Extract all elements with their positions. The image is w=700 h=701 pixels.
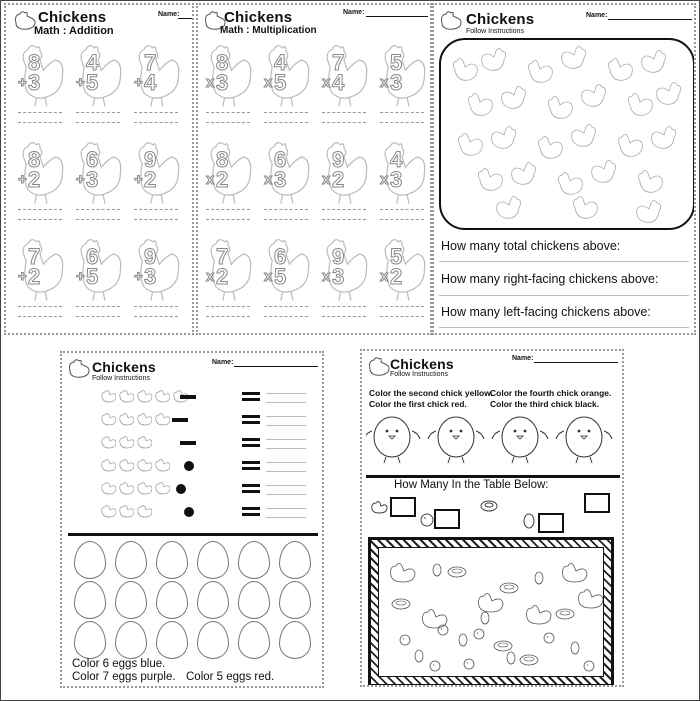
equals-sign (242, 467, 260, 470)
answer-line[interactable] (266, 471, 306, 472)
instruction-third-chick: Color the third chick black. (490, 399, 600, 409)
small-chicken-icon (136, 389, 152, 403)
small-chicken-icon (136, 504, 152, 518)
answer-line[interactable] (380, 306, 424, 307)
small-chicken-icon (136, 481, 152, 495)
small-chicken-icon (100, 389, 116, 403)
answer-line (439, 327, 689, 328)
operator: x (206, 171, 215, 188)
math-problem (376, 235, 430, 326)
worksheet-title: Chickens (92, 359, 156, 375)
operator: + (134, 171, 143, 188)
answer-line[interactable] (264, 219, 308, 220)
chicken-logo-icon (366, 355, 392, 377)
math-problem (14, 138, 68, 229)
dot-sign (184, 461, 194, 471)
small-chicken-icon (118, 504, 134, 518)
answer-line[interactable] (206, 209, 250, 210)
small-chicken-icon (136, 435, 152, 449)
math-problem (72, 41, 126, 132)
worksheet-subtitle: Follow Instructions (466, 28, 524, 35)
answer-line[interactable] (380, 209, 424, 210)
math-problem (376, 138, 430, 229)
name-label: Name: (586, 12, 608, 19)
worksheet-title: Chickens (466, 11, 535, 28)
name-line (366, 16, 428, 17)
name-line (234, 366, 318, 367)
worksheet-title: Chickens (38, 9, 107, 26)
top-number: 5 (390, 244, 403, 269)
operator: + (134, 268, 143, 285)
egg-outline[interactable] (156, 621, 188, 659)
bottom-number: 2 (28, 264, 41, 289)
answer-line[interactable] (76, 112, 120, 113)
top-number: 5 (390, 50, 403, 75)
math-problem (260, 138, 314, 229)
top-number: 4 (390, 147, 403, 172)
bottom-number: 5 (86, 70, 99, 95)
top-number: 9 (144, 147, 157, 172)
answer-line[interactable] (266, 416, 306, 417)
bottom-number: 3 (274, 167, 287, 192)
top-number: 8 (216, 50, 229, 75)
operator: x (380, 74, 389, 91)
small-chicken-icon (154, 412, 170, 426)
answer-line[interactable] (206, 112, 250, 113)
egg-outline[interactable] (115, 541, 147, 579)
name-label: Name: (343, 9, 365, 16)
operator: + (76, 171, 85, 188)
equals-sign (242, 461, 260, 464)
math-problem (376, 41, 430, 132)
dot-sign (176, 484, 186, 494)
small-chicken-icon (136, 412, 152, 426)
answer-line[interactable] (18, 209, 62, 210)
math-problem (14, 41, 68, 132)
bottom-number: 3 (86, 167, 99, 192)
small-chicken-icon (118, 458, 134, 472)
count-box[interactable] (538, 513, 564, 533)
minus-sign (172, 418, 188, 422)
minus-sign (180, 395, 196, 399)
bottom-number: 5 (274, 70, 287, 95)
small-chicken-icon (154, 481, 170, 495)
equals-sign (242, 421, 260, 424)
operator: + (134, 74, 143, 91)
worksheet-count-chickens (432, 3, 696, 335)
name-label: Name: (212, 359, 234, 366)
count-box[interactable] (584, 493, 610, 513)
math-problem (130, 138, 184, 229)
answer-line[interactable] (264, 316, 308, 317)
operator: x (322, 171, 331, 188)
answer-line[interactable] (76, 209, 120, 210)
math-problem (260, 235, 314, 326)
top-number: 6 (86, 147, 99, 172)
instruction-red: Color 5 eggs red. (186, 671, 275, 683)
operator: x (206, 268, 215, 285)
count-box[interactable] (390, 497, 416, 517)
name-label: Name: (158, 11, 180, 18)
small-chicken-icon (100, 481, 116, 495)
answer-line[interactable] (322, 219, 366, 220)
equals-sign (242, 507, 260, 510)
math-problem (202, 235, 256, 326)
answer-line[interactable] (322, 316, 366, 317)
math-problem (130, 41, 184, 132)
answer-line[interactable] (264, 122, 308, 123)
bottom-number: 5 (86, 264, 99, 289)
equals-sign (242, 484, 260, 487)
egg-outline[interactable] (197, 621, 229, 659)
answer-line[interactable] (380, 219, 424, 220)
top-number: 8 (28, 50, 41, 75)
answer-line[interactable] (134, 316, 178, 317)
worksheet-subtitle: Follow Instructions (390, 371, 448, 378)
operator: + (18, 171, 27, 188)
egg-outline[interactable] (197, 541, 229, 579)
answer-line[interactable] (322, 209, 366, 210)
answer-line[interactable] (266, 439, 306, 440)
small-chicken-icon (154, 389, 170, 403)
top-number: 4 (86, 50, 99, 75)
operator: x (264, 74, 273, 91)
bottom-number: 2 (144, 167, 157, 192)
equals-sign (242, 438, 260, 441)
operator: x (380, 171, 389, 188)
math-problem (130, 235, 184, 326)
top-number: 6 (86, 244, 99, 269)
name-line (608, 19, 692, 20)
worksheet-eggs (60, 351, 324, 688)
top-number: 7 (216, 244, 229, 269)
egg-outline[interactable] (156, 581, 188, 619)
bottom-number: 3 (390, 167, 403, 192)
egg-outline[interactable] (74, 581, 106, 619)
bottom-number: 2 (28, 167, 41, 192)
chicken-outlines (441, 40, 693, 228)
chicken-icon (370, 499, 388, 515)
small-chicken-icon (154, 458, 170, 472)
instruction-first-chick: Color the first chick red. (369, 399, 467, 409)
worksheet-chicks-table (360, 349, 624, 687)
top-number: 9 (332, 244, 345, 269)
top-number: 7 (332, 50, 345, 75)
math-problem (318, 41, 372, 132)
small-chicken-icon (100, 504, 116, 518)
chicken-logo-icon (66, 357, 92, 379)
top-number: 6 (274, 244, 287, 269)
answer-line[interactable] (134, 219, 178, 220)
name-label: Name: (512, 355, 534, 362)
answer-line[interactable] (18, 112, 62, 113)
answer-line[interactable] (266, 462, 306, 463)
egg-outline[interactable] (74, 621, 106, 659)
bottom-number: 3 (144, 264, 157, 289)
chick-icon (418, 511, 436, 527)
top-number: 9 (144, 244, 157, 269)
small-chicken-icon (136, 458, 152, 472)
worksheet-subtitle: Math : Multiplication (220, 25, 317, 36)
equals-sign (242, 490, 260, 493)
answer-line[interactable] (76, 306, 120, 307)
bottom-number: 2 (332, 167, 345, 192)
small-chicken-icon (100, 435, 116, 449)
operator: + (18, 74, 27, 91)
answer-line[interactable] (322, 112, 366, 113)
answer-line[interactable] (266, 448, 306, 449)
answer-line[interactable] (266, 393, 306, 394)
worksheet-multiplication (196, 3, 432, 335)
math-problem (260, 41, 314, 132)
egg-outline[interactable] (279, 541, 311, 579)
operator: x (264, 171, 273, 188)
table-heading: How Many In the Table Below: (394, 479, 549, 491)
answer-line (439, 295, 689, 296)
instruction-purple: Color 7 eggs purple. (72, 671, 176, 683)
egg-outline[interactable] (238, 621, 270, 659)
egg-outline[interactable] (279, 581, 311, 619)
answer-line[interactable] (18, 306, 62, 307)
bottom-number: 4 (144, 70, 157, 95)
operator: x (264, 268, 273, 285)
operator: x (322, 268, 331, 285)
equals-sign (242, 415, 260, 418)
top-number: 7 (28, 244, 41, 269)
math-problem (318, 235, 372, 326)
bottom-number: 3 (332, 264, 345, 289)
top-number: 9 (332, 147, 345, 172)
answer-line[interactable] (76, 219, 120, 220)
top-number: 6 (274, 147, 287, 172)
egg-icon (520, 513, 538, 529)
equals-sign (242, 392, 260, 395)
nest-icon (480, 497, 498, 513)
equals-sign (242, 513, 260, 516)
operator: + (76, 74, 85, 91)
chick-row (366, 411, 620, 473)
answer-line[interactable] (206, 316, 250, 317)
worksheet-subtitle: Follow Instructions (92, 375, 150, 382)
operator: x (206, 74, 215, 91)
worksheet-title: Chickens (224, 9, 293, 26)
bottom-number: 5 (274, 264, 287, 289)
answer-line[interactable] (266, 402, 306, 403)
answer-line[interactable] (322, 306, 366, 307)
instruction-blue: Color 6 eggs blue. (72, 658, 166, 670)
answer-line[interactable] (266, 517, 306, 518)
answer-line[interactable] (264, 306, 308, 307)
answer-line[interactable] (266, 425, 306, 426)
small-chicken-icon (118, 389, 134, 403)
bottom-number: 3 (216, 70, 229, 95)
minus-sign (180, 441, 196, 445)
question-left-facing: How many left-facing chickens above: (441, 305, 651, 319)
egg-outline[interactable] (238, 541, 270, 579)
bottom-number: 2 (216, 264, 229, 289)
table-picture (368, 537, 614, 687)
small-chicken-icon (118, 481, 134, 495)
answer-line[interactable] (206, 306, 250, 307)
worksheet-addition (4, 3, 194, 335)
count-box[interactable] (434, 509, 460, 529)
answer-line[interactable] (18, 219, 62, 220)
math-problem (14, 235, 68, 326)
operator: + (18, 268, 27, 285)
worksheet-subtitle: Math : Addition (34, 25, 114, 37)
name-line (178, 18, 194, 19)
answer-line[interactable] (264, 209, 308, 210)
answer-line[interactable] (76, 316, 120, 317)
bottom-number: 3 (28, 70, 41, 95)
answer-line[interactable] (134, 112, 178, 113)
top-number: 7 (144, 50, 157, 75)
answer-line[interactable] (134, 209, 178, 210)
small-chicken-icon (118, 435, 134, 449)
egg-outline[interactable] (115, 621, 147, 659)
dot-sign (184, 507, 194, 517)
small-chicken-icon (118, 412, 134, 426)
math-problem (202, 41, 256, 132)
chicken-logo-icon (438, 9, 464, 31)
answer-line[interactable] (206, 219, 250, 220)
operator: + (76, 268, 85, 285)
instruction-fourth-chick: Color the fourth chick orange. (490, 388, 612, 398)
equals-sign (242, 444, 260, 447)
small-chicken-icon (100, 458, 116, 472)
section-divider (366, 475, 620, 478)
operator: x (322, 74, 331, 91)
worksheet-title: Chickens (390, 356, 454, 372)
answer-line[interactable] (134, 122, 178, 123)
answer-line (439, 261, 689, 262)
top-number: 8 (216, 147, 229, 172)
question-right-facing: How many right-facing chickens above: (441, 272, 659, 286)
chicken-picture-area (439, 38, 695, 230)
answer-line[interactable] (18, 122, 62, 123)
answer-line[interactable] (134, 306, 178, 307)
answer-line[interactable] (266, 485, 306, 486)
egg-outline[interactable] (238, 581, 270, 619)
bottom-number: 4 (332, 70, 345, 95)
bottom-number: 2 (216, 167, 229, 192)
answer-line[interactable] (18, 316, 62, 317)
egg-outline[interactable] (197, 581, 229, 619)
section-divider (68, 533, 318, 536)
answer-line[interactable] (380, 112, 424, 113)
small-chicken-icon (100, 412, 116, 426)
answer-line[interactable] (266, 508, 306, 509)
egg-outline[interactable] (279, 621, 311, 659)
question-total-chickens: How many total chickens above: (441, 239, 621, 253)
table-items (379, 548, 603, 676)
math-problem (72, 138, 126, 229)
answer-line[interactable] (380, 316, 424, 317)
name-line (534, 362, 618, 363)
bottom-number: 2 (390, 264, 403, 289)
operator: x (380, 268, 389, 285)
answer-line[interactable] (264, 112, 308, 113)
top-number: 8 (28, 147, 41, 172)
math-problem (318, 138, 372, 229)
answer-line[interactable] (266, 494, 306, 495)
top-number: 4 (274, 50, 287, 75)
instruction-second-chick: Color the second chick yellow. (369, 388, 493, 398)
answer-line[interactable] (380, 122, 424, 123)
math-problem (72, 235, 126, 326)
bottom-number: 3 (390, 70, 403, 95)
egg-outline[interactable] (74, 541, 106, 579)
answer-line[interactable] (206, 122, 250, 123)
egg-outline[interactable] (115, 581, 147, 619)
answer-line[interactable] (76, 122, 120, 123)
math-problem (202, 138, 256, 229)
egg-outline[interactable] (156, 541, 188, 579)
equals-sign (242, 398, 260, 401)
answer-line[interactable] (322, 122, 366, 123)
